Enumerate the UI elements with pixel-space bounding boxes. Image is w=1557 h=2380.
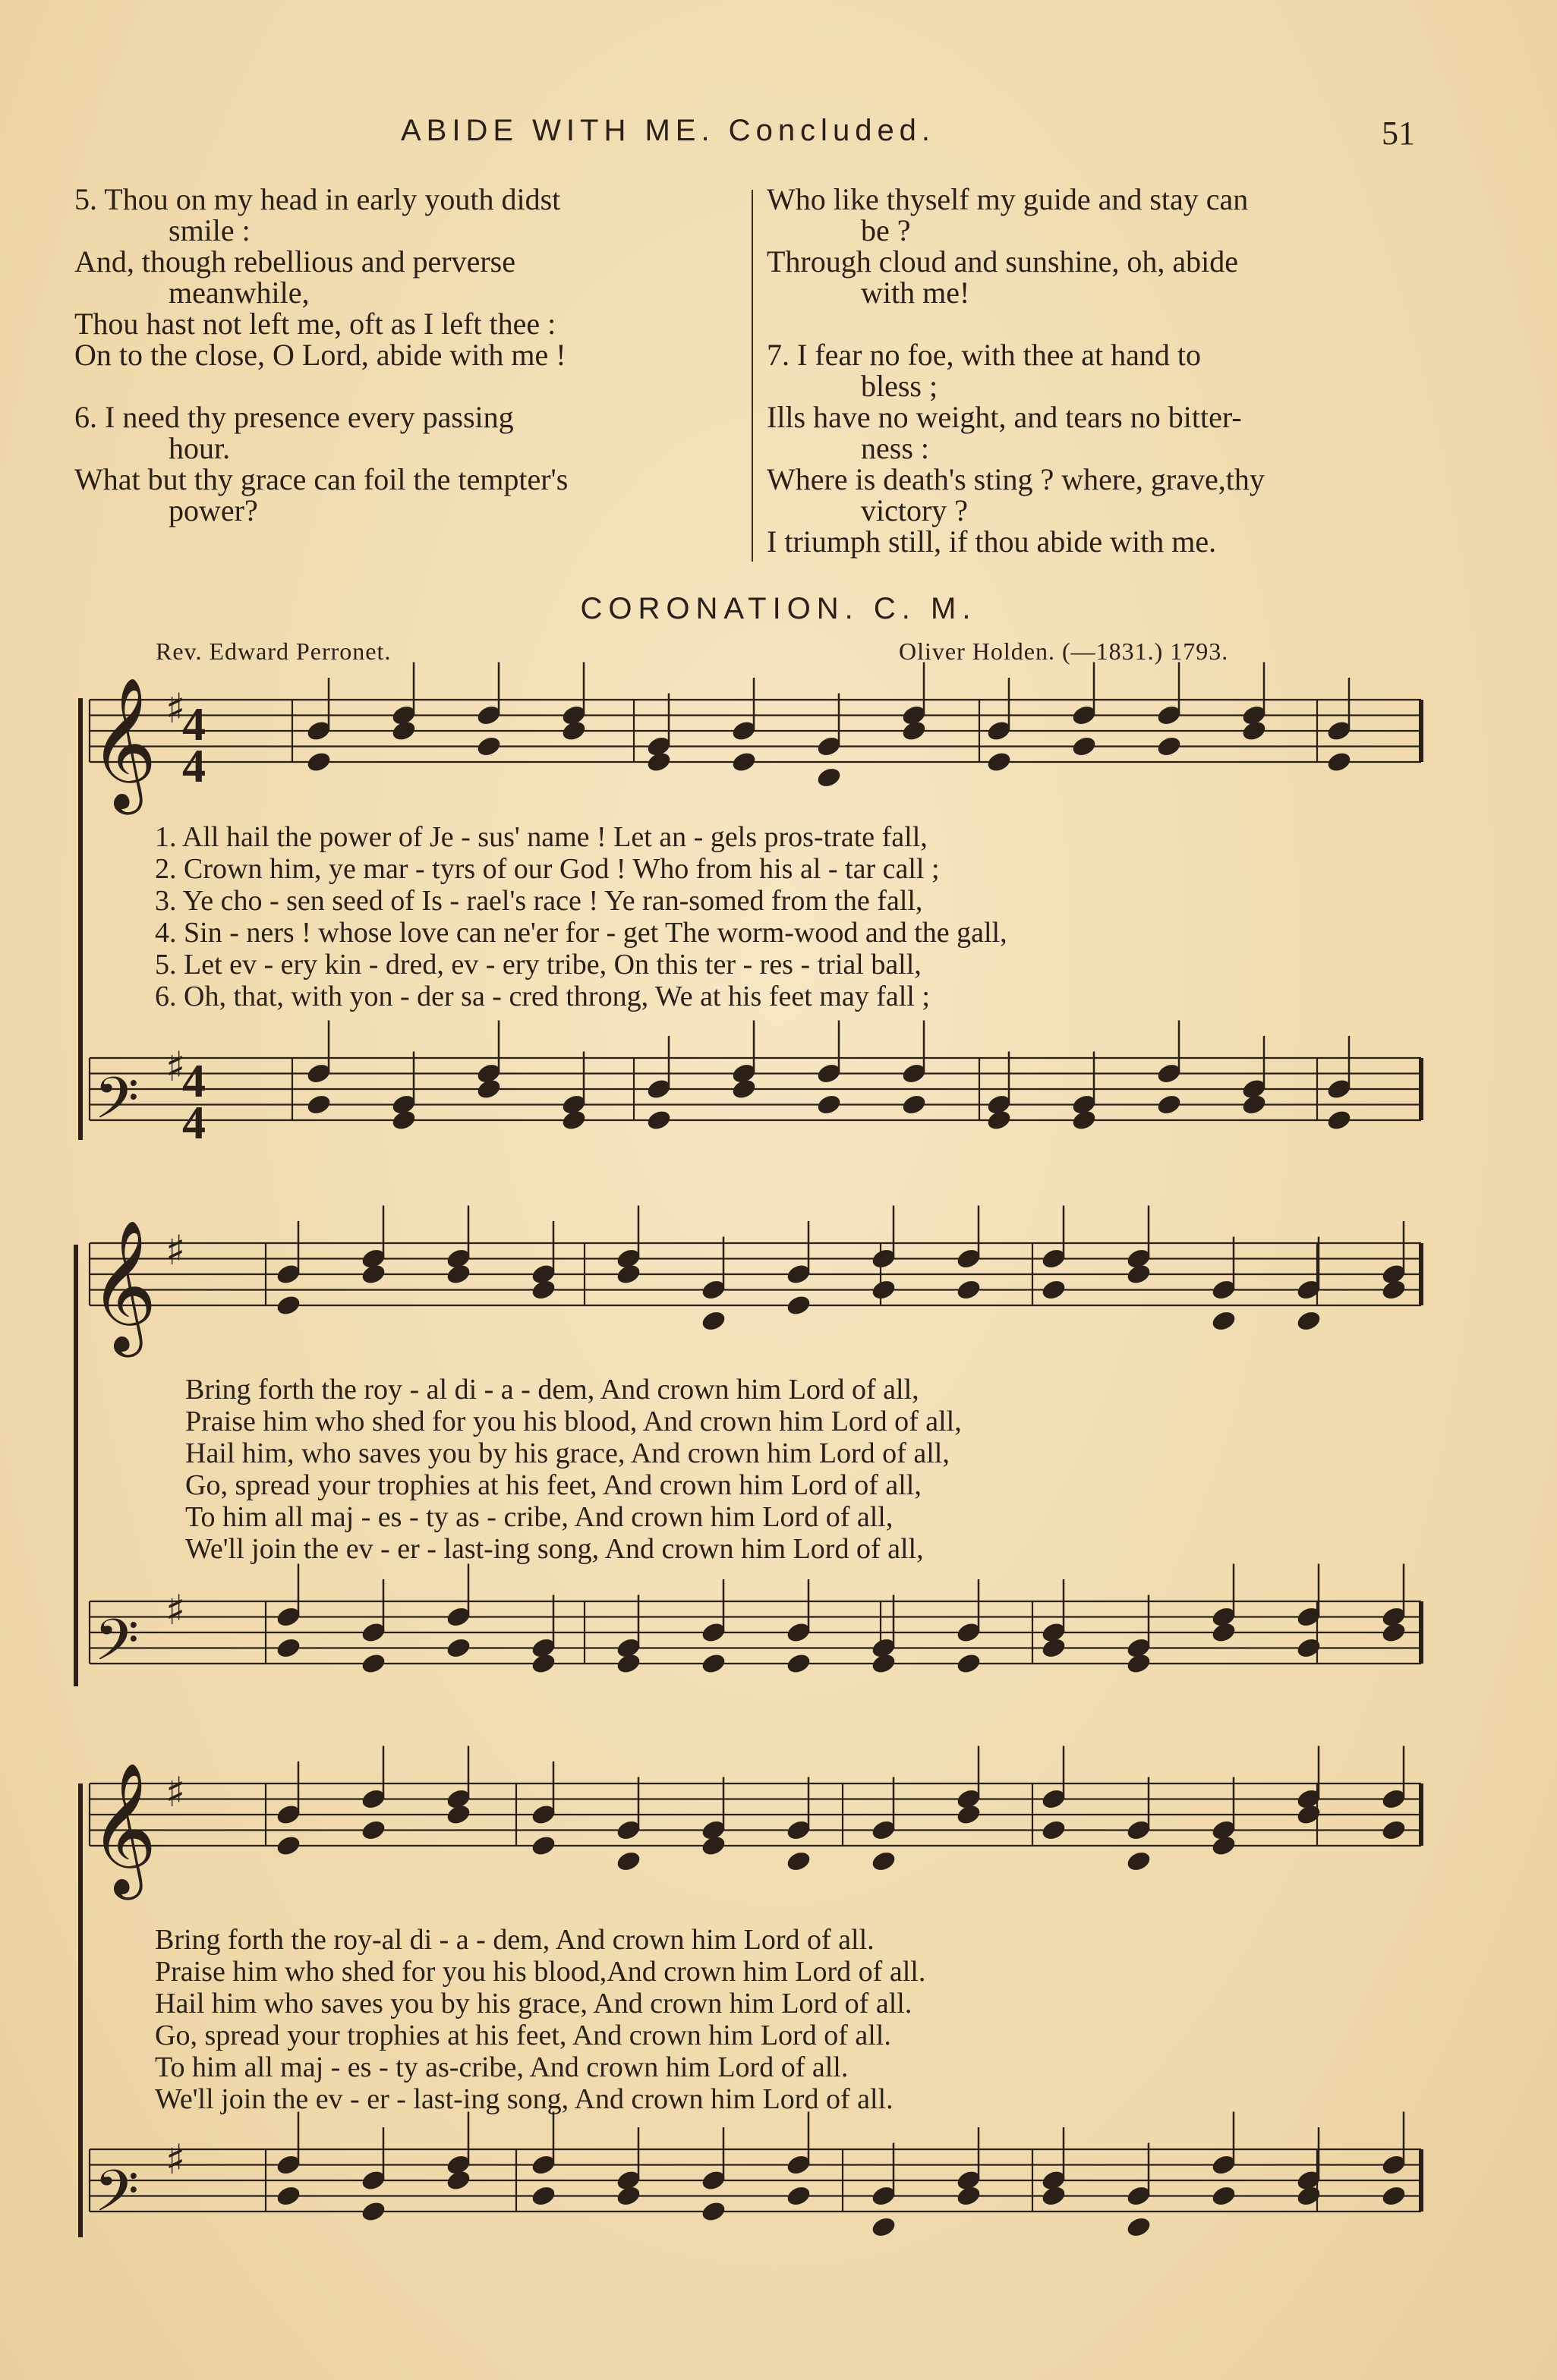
svg-text:♯: ♯	[165, 1043, 186, 1091]
verse-line: hour.	[169, 431, 231, 465]
svg-text:♯: ♯	[165, 685, 186, 732]
verse-line: On to the close, O Lord, abide with me !	[74, 338, 566, 372]
verse-line: 7. I fear no foe, with thee at hand to	[767, 338, 1202, 372]
svg-text:𝄢: 𝄢	[94, 1065, 140, 1146]
svg-text:𝄞: 𝄞	[90, 677, 157, 809]
verse-line: Ills have no weight, and tears no bitter-	[767, 400, 1242, 434]
svg-text:4: 4	[182, 699, 206, 751]
hymn-author: Rev. Edward Perronet.	[156, 638, 392, 665]
page-number: 51	[1382, 115, 1415, 152]
lyrics-system-1	[155, 821, 1007, 1012]
verse-line: 6. I need thy presence every passing	[74, 400, 514, 434]
lyric-line: 1. All hail the power of Je - sus' name ! Let an - gels pros-trate fall,	[155, 821, 928, 853]
svg-text:♯: ♯	[165, 1768, 186, 1816]
lyric-line: 3. Ye cho - sen seed of Is - rael's race ! Ye ran-somed from the fall,	[155, 885, 923, 917]
verse-line: smile :	[169, 213, 251, 247]
treble-clef-icon	[90, 677, 157, 1900]
verse-line: Thou hast not left me, oft as I left thee :	[74, 307, 556, 341]
lyric-line: To him all maj - es - ty as-cribe, And crown him Lord of all.	[155, 2051, 849, 2083]
verse-line: with me!	[861, 275, 970, 310]
verse-line: I triumph still, if thou abide with me.	[767, 524, 1217, 559]
running-title: ABIDE WITH ME. Concluded.	[401, 114, 936, 147]
lyric-line: 2. Crown him, ye mar - tyrs of our God ! Who from his al - tar call ;	[155, 853, 940, 885]
verse-line: What but thy grace can foil the tempter's	[74, 462, 569, 496]
verse-line: meanwhile,	[169, 275, 310, 310]
verse-line: Who like thyself my guide and stay can	[767, 182, 1249, 216]
svg-text:𝄞: 𝄞	[90, 1220, 157, 1352]
lyrics-system-2	[185, 1374, 962, 1565]
svg-text:4: 4	[182, 1097, 206, 1149]
verse-line: 5. Thou on my head in early youth didst	[74, 182, 561, 216]
svg-text:♯: ♯	[165, 2136, 186, 2183]
verse-line: be ?	[861, 213, 911, 247]
lyric-line: 4. Sin - ners ! whose love can ne'er for - get The worm-wood and the gall,	[155, 917, 1007, 949]
lyric-line: 6. Oh, that, with yon - der sa - cred throng, We at his feet may fall ;	[155, 981, 930, 1012]
verse-line: Where is death's sting ? where, grave,thy	[767, 462, 1265, 496]
hymn-title: CORONATION. C. M.	[580, 592, 977, 625]
verse-line: Through cloud and sunshine, oh, abide	[767, 244, 1238, 279]
verse-line: bless ;	[861, 369, 938, 403]
hymn-composer: Oliver Holden. (—1831.) 1793.	[899, 638, 1229, 665]
svg-text:♯: ♯	[165, 1226, 186, 1274]
svg-text:𝄢: 𝄢	[94, 2158, 140, 2239]
lyrics-system-3	[155, 1924, 925, 2115]
lyric-line: Praise him who shed for you his blood, And crown him Lord of all,	[185, 1406, 962, 1437]
lyric-line: Bring forth the roy - al di - a - dem, And crown him Lord of all,	[185, 1374, 919, 1406]
lyric-line: We'll join the ev - er - last-ing song, And crown him Lord of all.	[155, 2083, 894, 2115]
lyric-line: Bring forth the roy-al di - a - dem, And crown him Lord of all.	[155, 1924, 875, 1956]
svg-text:♯: ♯	[165, 1586, 186, 1634]
verse-line: And, though rebellious and perverse	[74, 244, 515, 279]
lyric-line: Go, spread your trophies at his feet, And crown him Lord of all,	[185, 1469, 922, 1501]
lyric-line: To him all maj - es - ty as - cribe, And crown him Lord of all,	[185, 1501, 894, 1533]
lyric-line: Praise him who shed for you his blood,And crown him Lord of all.	[155, 1956, 926, 1988]
lyric-line: We'll join the ev - er - last-ing song, And crown him Lord of all,	[185, 1533, 924, 1565]
svg-text:4: 4	[182, 1056, 206, 1107]
lyric-line: Hail him, who saves you by his grace, And crown him Lord of all,	[185, 1437, 950, 1469]
brace-lines	[76, 698, 80, 2237]
svg-text:𝄢: 𝄢	[94, 1607, 140, 1688]
verse-line: ness :	[861, 431, 929, 465]
verse-line: victory ?	[861, 493, 969, 527]
svg-text:𝄞: 𝄞	[90, 1762, 157, 1894]
lyric-line: Hail him who saves you by his grace, And crown him Lord of all.	[155, 1988, 912, 2020]
lyric-line: Go, spread your trophies at his feet, And crown him Lord of all.	[155, 2020, 891, 2051]
verse-line: power?	[169, 493, 258, 527]
lyric-line: 5. Let ev - ery kin - dred, ev - ery tribe, On this ter - res - trial ball,	[155, 949, 922, 981]
svg-text:4: 4	[182, 741, 206, 792]
